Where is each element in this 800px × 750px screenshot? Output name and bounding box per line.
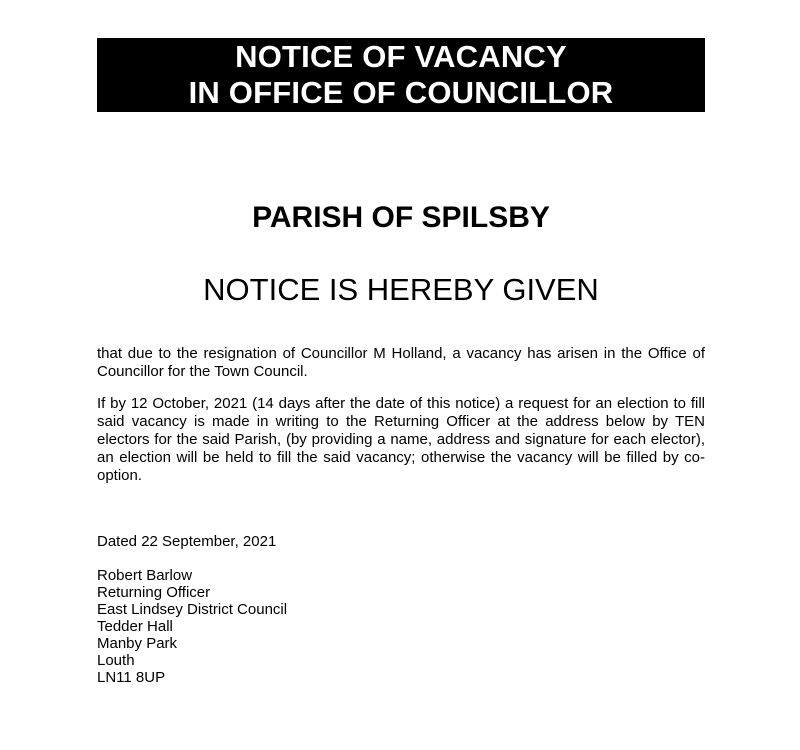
address-line: East Lindsey District Council <box>97 601 288 618</box>
notice-heading: NOTICE IS HEREBY GIVEN <box>203 272 599 307</box>
officer-title: Returning Officer <box>97 584 211 601</box>
address-line: Louth <box>97 652 135 669</box>
banner-title-line-2: IN OFFICE OF COUNCILLOR <box>188 75 614 110</box>
officer-name: Robert Barlow <box>97 567 193 584</box>
title-banner <box>97 38 705 112</box>
vacancy-paragraph: that due to the resignation of Councillor M Holland, a vacancy has arisen in the Office of Councillor for the Town Council. <box>97 345 705 380</box>
notice-document <box>97 38 705 686</box>
address-postcode: LN11 8UP <box>97 669 166 686</box>
returning-officer-address <box>97 567 287 686</box>
address-line: Manby Park <box>97 635 178 652</box>
banner-title-line-1: NOTICE OF VACANCY <box>235 39 567 74</box>
parish-heading: PARISH OF SPILSBY <box>252 201 550 234</box>
address-line: Tedder Hall <box>97 618 173 635</box>
dated-line: Dated 22 September, 2021 <box>97 533 277 550</box>
election-request-paragraph: If by 12 October, 2021 (14 days after the date of this notice) a request for an election to fill said vacancy is made in writing to the Returning Officer at the address below by TEN electors for the said Parish, (by providing a name, address and signature for each elector), an election will be held to fill the said vacancy; otherwise the vacancy will be filled by co-option. <box>97 395 705 484</box>
